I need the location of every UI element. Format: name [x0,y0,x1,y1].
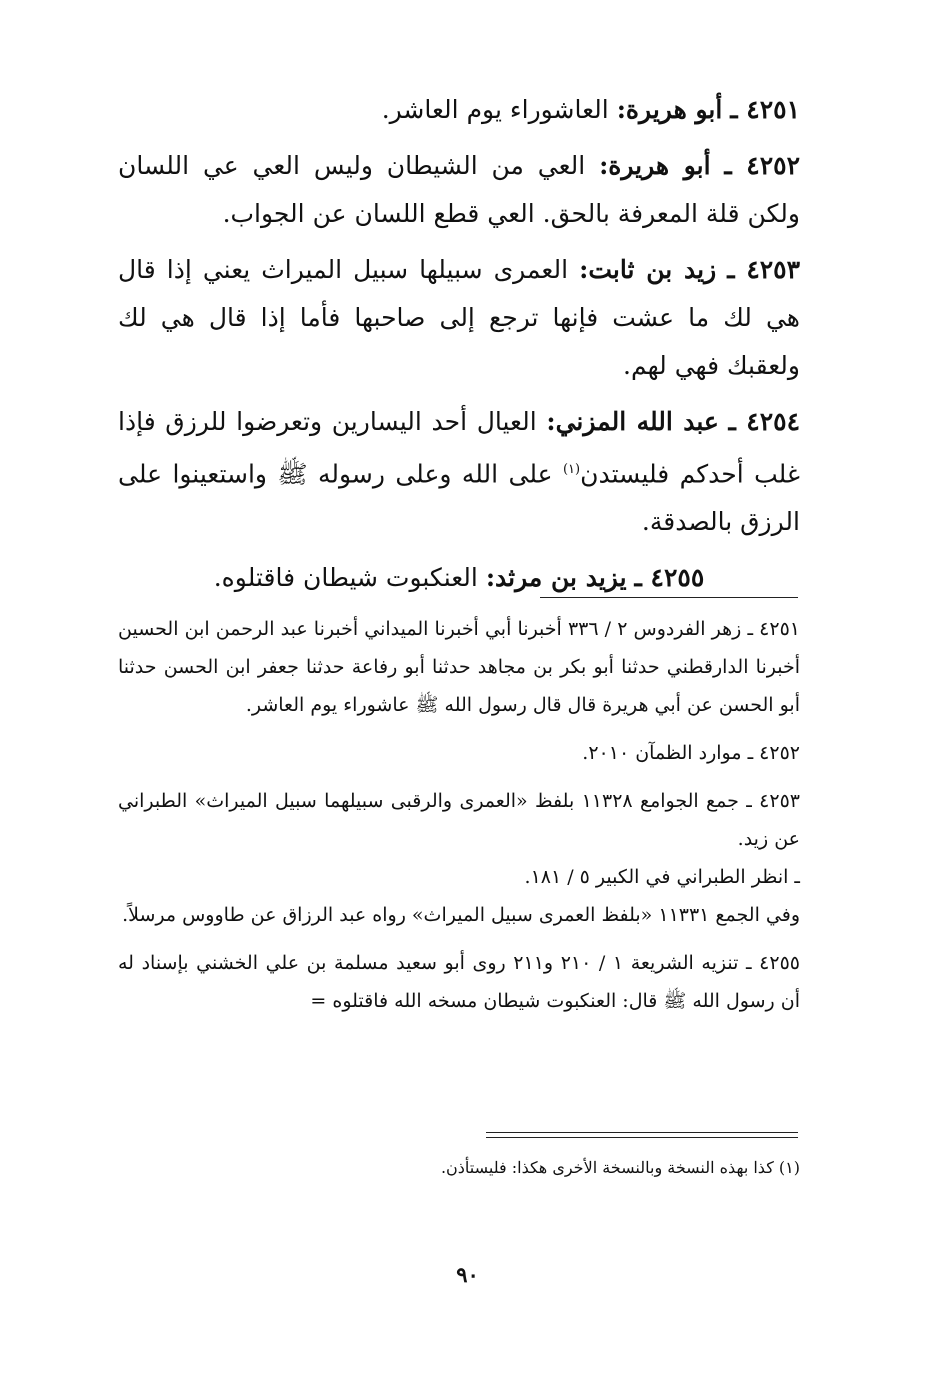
entry-text-continued: على الله وعلى رسوله ﷺ واستعينوا على الرزق بالصدقة. [118,459,800,537]
narrator-name: زيد بن ثابت: [579,255,717,284]
narrator-name: أبو هريرة: [616,95,723,124]
source-notes [118,610,800,1030]
page-number: ٩٠ [456,1262,479,1287]
main-text [118,86,800,610]
footnote-separator [486,1132,798,1138]
footnote: (١) كذا بهذه النسخة وبالنسخة الأخرى هكذا: فليستأذن. [440,1158,800,1177]
note-4253-see-also: ـ انظر الطبراني في الكبير ٥ / ١٨١. [524,866,800,888]
entry-4254 [118,398,800,546]
entry-4253 [118,246,800,390]
note-4255: ٤٢٥٥ ـ تنزيه الشريعة ١ / ٢١٠ و٢١١ روى أبو سعيد مسلمة بن علي الخشني بإسناد له أن رسول الله ﷺ قال: العنكبوت شيطان مسخه الله فاقتلوه = [118,952,800,1012]
entry-text: العنكبوت شيطان فاقتلوه. [213,563,478,593]
note-4251: ٤٢٥١ ـ زهر الفردوس ٢ / ٣٣٦ أخبرنا أبي أخبرنا الميداني أخبرنا عبد الرحمن ابن الحسين أخبرنا الدارقطني حدثنا أبو بكر بن مجاهد حدثنا أبو رفاعة حدثنا جعفر ابن الحسن حدثنا أبو الحسن عن أبي هريرة قال قال رسول الله ﷺ عاشوراء يوم العاشر. [118,618,800,716]
entry-4252 [118,142,800,238]
note-4253-jam: وفي الجمع ١١٣٣١ «بلفظ العمرى سبيل الميراث» رواه عبد الرزاق عن طاووس مرسلاً. [122,904,800,926]
entry-number: ٤٢٥١ ـ [730,95,800,124]
narrator-name: يزيد بن مرثد: [485,563,627,593]
note-4253: ٤٢٥٣ ـ جمع الجوامع ١١٣٢٨ بلفظ «العمرى والرقبى سبيلهما سبيل الميراث» الطبراني عن زيد. [118,790,800,850]
separator-rule [540,597,798,598]
narrator-name: عبد الله المزني: [546,407,719,436]
entry-text: العاشوراء يوم العاشر. [381,95,609,124]
entry-number: ٤٢٥٤ ـ [728,407,800,436]
entry-number: ٤٢٥٢ ـ [724,151,801,180]
footnote-marker: (١) [562,462,581,477]
entry-text: العمرى سبيلها سبيل الميراث يعني إذا قال هي لك ما عشت فإنها ترجع إلى صاحبها فأما إذا قال هي لك ولعقبك فهي لهم. [118,255,800,380]
entry-number: ٤٢٥٥ ـ [634,563,705,593]
entry-4255 [118,554,800,602]
entry-4251 [118,86,800,134]
entry-text: العي من الشيطان وليس العي عي اللسان ولكن قلة المعرفة بالحق. العي قطع اللسان عن الجواب. [118,151,800,228]
entry-number: ٤٢٥٣ ـ [727,255,801,284]
note-4252: ٤٢٥٢ ـ موارد الظمآن ٢٠١٠. [582,742,800,764]
narrator-name: أبو هريرة: [599,151,711,180]
entry-text: العيال أحد اليسارين وتعرضوا للرزق فإذا غلب أحدكم فليستدن [118,407,800,489]
